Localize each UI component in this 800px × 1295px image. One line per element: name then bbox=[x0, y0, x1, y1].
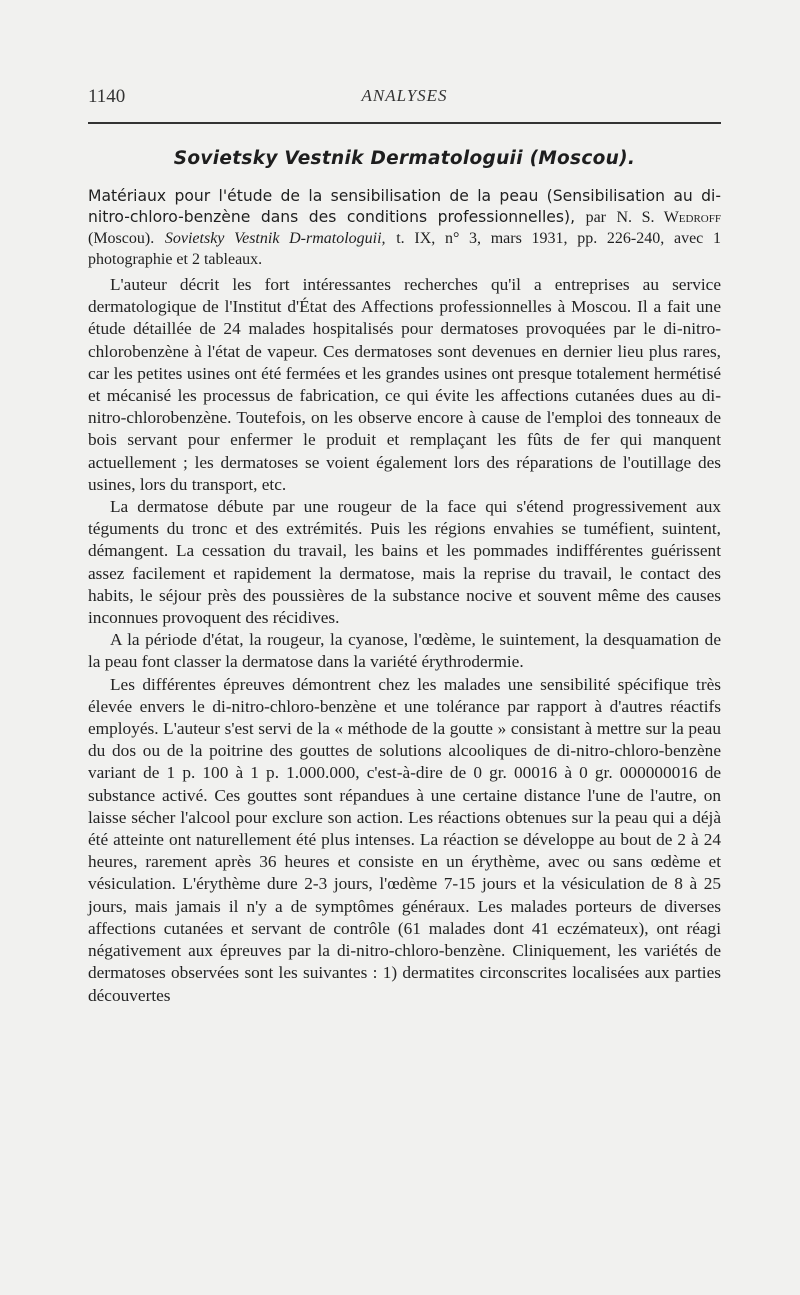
article-heading bbox=[88, 186, 721, 270]
paragraph-4: Les différentes épreuves démontrent chez les malades une sensibilité spécifique très élevée envers le di-nitro-chloro-benzène et une tolérance par rapport à d'autres réactifs employés. L'auteur s'est servi de la « méthode de la goutte » consistant à mettre sur la peau du dos ou de la poitrine des gouttes de solutions alcooliques de di-nitro-chloro-benzène variant de 1 p. 100 à 1 p. 1.000.000, c'est-à-dire de 0 gr. 00016 à 0 gr. 000000016 de substance activé. Ces gouttes sont répandues à une certaine distance l'une de l'autre, on laisse sécher l'alcool pour exclure son action. Les réactions obtenues sur la peau qui a déjà été atteinte ont naturellement été plus intenses. La réaction se développe au bout de 2 à 24 heures, rarement après 36 heures et consiste en un érythème, avec ou sans œdème et vésiculation. L'érythème dure 2-3 jours, l'œdème 7-15 jours et la vésiculation de 8 à 25 jours, mais jamais il n'y a de symptômes généraux. Les malades porteurs de diverses affections cutanées et servant de contrôle (61 malades dont 41 eczémateux), ont réagi négativement aux épreuves par la di-nitro-chloro-benzène. Cliniquement, les variétés de dermatoses observées sont les suivantes : 1) dermatites circonscrites localisées aux parties découvertes bbox=[88, 674, 721, 1005]
header-rule bbox=[88, 122, 721, 124]
running-head: ANALYSES bbox=[361, 86, 448, 105]
source-journal: Sovietsky Vestnik D-rmatologuii, bbox=[164, 230, 386, 247]
journal-title: Sovietsky Vestnik Dermatologuii (Moscou). bbox=[173, 148, 636, 169]
article-author: N. S. Wedroff bbox=[616, 209, 721, 226]
paragraph-1: L'auteur décrit les fort intéressantes recherches qu'il a entreprises au service dermatologique de l'Institut d'État des Affections professionnelles à Moscou. Il a fait une étude détaillée de 24 malades hospitalisés pour dermatoses provoquées par le di-nitro-chlorobenzène à l'état de vapeur. Ces dermatoses sont devenues en dernier lieu plus rares, car les petites usines ont été fermées et les grandes usines ont presque totalement hermétisé et mécanisé les processus de fabrication, ce qui évite les affections cutanées dues au di-nitro-chlorobenzène. Toutefois, on les observe encore à cause de l'emploi des tonneaux de bois servant pour enfermer le produit et remplaçant les fûts de fer qui manquent actuellement ; les dermatoses se voient également lors des réparations de l'outillage des usines, lors du transport, etc. bbox=[88, 275, 721, 494]
article-by: par bbox=[585, 209, 606, 226]
article-affiliation: (Moscou). bbox=[88, 230, 155, 247]
page-header bbox=[88, 86, 721, 110]
article bbox=[88, 186, 721, 1007]
paragraph-2: La dermatose débute par une rougeur de la face qui s'étend progressivement aux téguments du tronc et des extrémités. Puis les régions envahies se tuméfient, suintent, démangent. La cessation du travail, les bains et les pommades indifférentes guérissent assez facilement et rapidement la dermatose, mais la reprise du travail, le contact des habits, le séjour près des poussières de la substance nocive et souvent même des causes inconnues provoquent des récidives. bbox=[88, 497, 721, 628]
article-citation: t. IX, n° 3, mars 1931, pp. 226-240, avec 1 photographie et 2 tableaux. bbox=[88, 230, 721, 268]
article-title: Matériaux pour l'étude de la sensibilisation de la peau (Sensibilisation au di-nitro-chloro-benzène dans des conditions professionnelles), bbox=[88, 187, 721, 226]
paragraph-3: A la période d'état, la rougeur, la cyanose, l'œdème, le suintement, la desquamation de la peau font classer la dermatose dans la variété érythrodermie. bbox=[88, 630, 721, 672]
page-number: 1140 bbox=[88, 86, 126, 107]
article-body bbox=[88, 274, 721, 1007]
